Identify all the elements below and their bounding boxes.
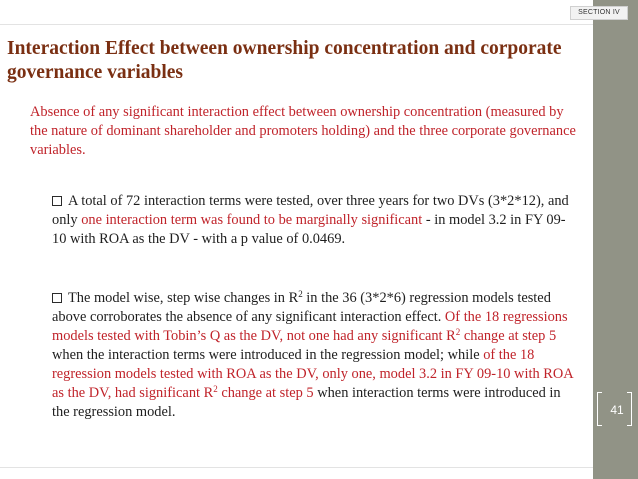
bullet-2-text-c: when the interaction terms were introduced in the regression model; while: [52, 347, 484, 363]
bottom-divider: [0, 467, 593, 468]
top-divider: [0, 24, 593, 25]
bullet-2-highlight-1a: Of the 18 regressions models tested with Tobin’s Q as the DV, not one had any significant R: [52, 309, 568, 344]
slide-title: Interaction Effect between ownership concentration and corporate governance variables: [7, 38, 562, 83]
bullet-1-text-b: - in model 3.2 in FY 09-10 with ROA as the DV - with a p value of 0.0469.: [52, 212, 566, 247]
superscript-2: 2: [455, 327, 461, 337]
intro-text: Absence of any significant interaction effect between ownership concentration (measured by the nature of dominant shareholder and promoters holding) and the three corporate governance variables.: [30, 104, 576, 158]
bullet-2-text-a: The model wise, step wise changes in R: [68, 290, 299, 306]
bullet-1-text-a: A total of 72 interaction terms were tested, over three years for two DVs (3*2*12), and only: [52, 193, 569, 228]
bullet-1-highlight: one interaction term was found to be marginally significant: [81, 212, 423, 228]
superscript-2: 2: [298, 289, 303, 299]
bullet-point-2: [52, 289, 577, 422]
bullet-point-1: [52, 192, 577, 249]
section-label: SECTION IV: [570, 6, 628, 20]
checkbox-bullet-icon: [52, 196, 62, 206]
superscript-2: 2: [213, 384, 218, 394]
checkbox-bullet-icon: [52, 293, 62, 303]
bullet-2-highlight-1b: change at step 5: [460, 328, 557, 344]
bullet-2-highlight-2b: change at step 5: [217, 385, 314, 401]
bullet-2-highlight-2a: of the 18 regression models tested with ROA as the DV, only one, model 3.2 in FY 09-10 with ROA as the DV, had significant R: [52, 347, 573, 401]
bullet-2-text-b: in the 36 (3*2*6) regression models tested above corroborates the absence of any significant interaction effect.: [52, 290, 551, 325]
page-number: 41: [610, 403, 624, 417]
bullet-2-text-d: when interaction terms were introduced in the regression model.: [52, 385, 561, 420]
